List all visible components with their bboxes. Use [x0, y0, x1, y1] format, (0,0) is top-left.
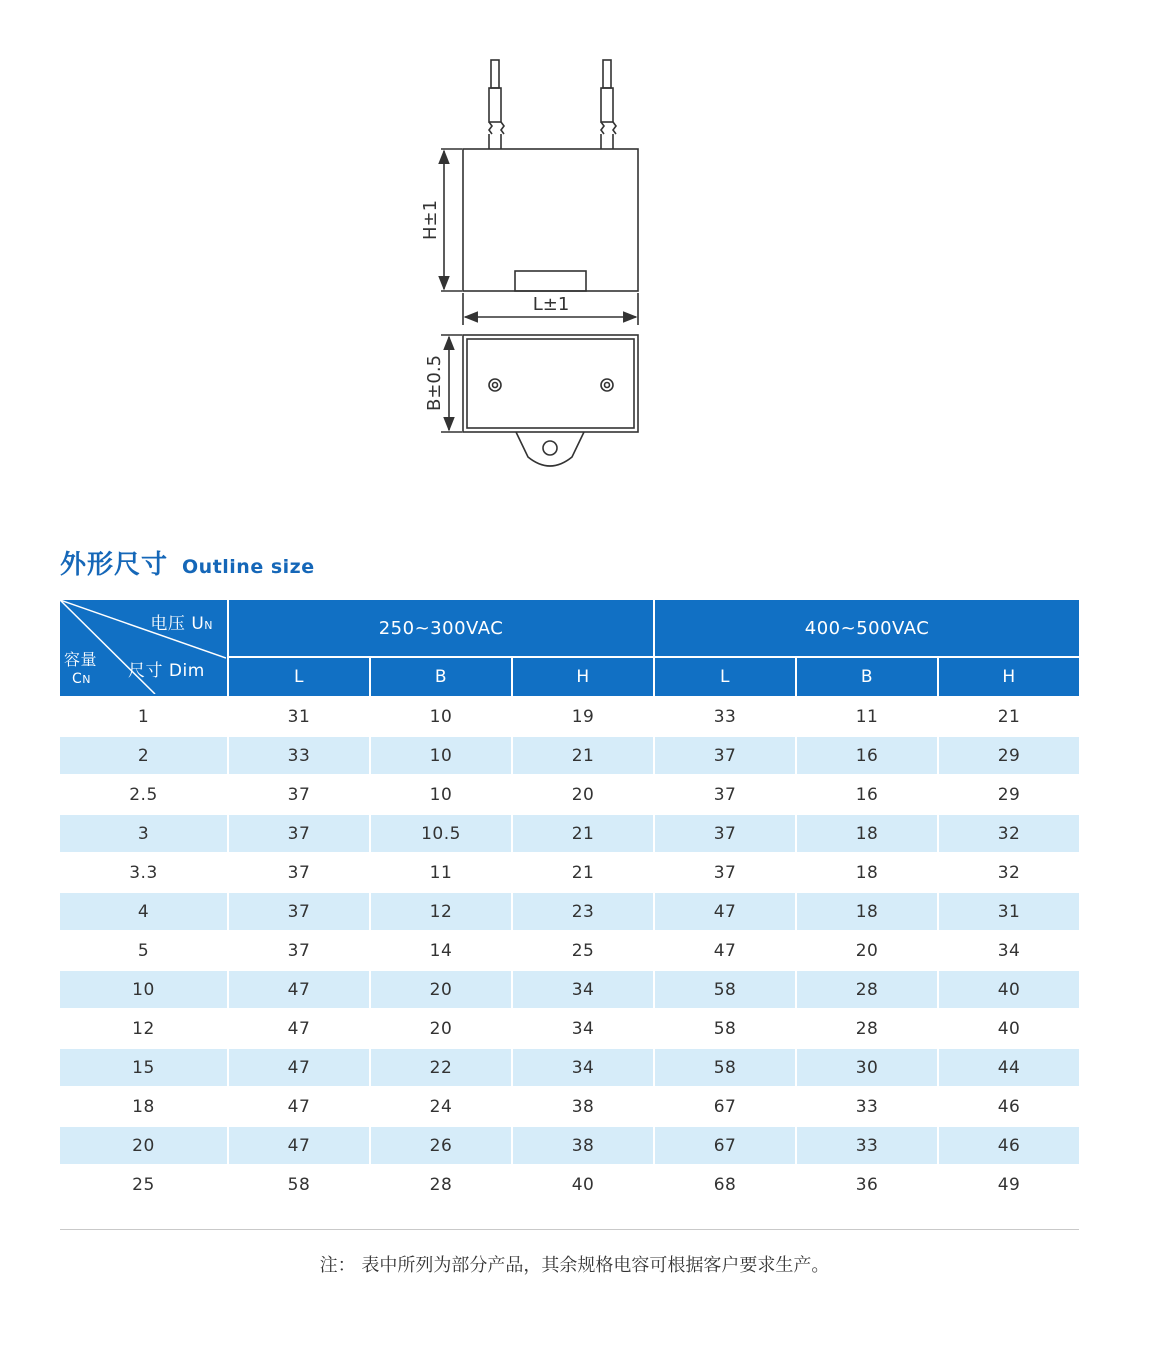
- dimension-cell: 47: [654, 931, 796, 970]
- dimension-cell: 44: [938, 1048, 1079, 1087]
- dimension-cell: 18: [796, 892, 938, 931]
- dimension-cell: 10: [370, 736, 512, 775]
- mounting-lug: [516, 432, 584, 466]
- capacity-cell: 15: [60, 1048, 228, 1087]
- dimension-cell: 68: [654, 1165, 796, 1203]
- voltage-group-header: 400~500VAC: [654, 600, 1079, 657]
- dimension-cell: 24: [370, 1087, 512, 1126]
- dimension-cell: 21: [938, 697, 1079, 736]
- dimension-cell: 18: [796, 814, 938, 853]
- dimension-cell: 28: [370, 1165, 512, 1203]
- dimension-cell: 21: [512, 736, 654, 775]
- dimension-cell: 23: [512, 892, 654, 931]
- dimension-cell: 37: [228, 853, 370, 892]
- dimension-cell: 16: [796, 775, 938, 814]
- dimension-cell: 33: [228, 736, 370, 775]
- dimension-cell: 40: [938, 1009, 1079, 1048]
- capacity-cell: 4: [60, 892, 228, 931]
- capacity-cell: 25: [60, 1165, 228, 1203]
- capacitor-outline-drawing: [400, 50, 680, 480]
- label-tab: [515, 271, 586, 291]
- dimension-cell: 32: [938, 853, 1079, 892]
- column-header: L: [228, 657, 370, 697]
- capacity-cell: 10: [60, 970, 228, 1009]
- dimension-cell: 40: [938, 970, 1079, 1009]
- width-dim-label: B±0.5: [424, 354, 445, 412]
- table-row: [60, 1009, 1079, 1048]
- column-header: H: [938, 657, 1079, 697]
- lead-wire-left: [489, 60, 504, 149]
- column-header: B: [796, 657, 938, 697]
- corner-capacity-label: 容量: [64, 650, 98, 669]
- corner-capacity-symbol: CN: [72, 671, 92, 687]
- column-header: B: [370, 657, 512, 697]
- dimension-cell: 37: [654, 775, 796, 814]
- capacity-cell: 12: [60, 1009, 228, 1048]
- dimension-cell: 47: [228, 970, 370, 1009]
- table-row: [60, 1087, 1079, 1126]
- dimension-cell: 47: [228, 1126, 370, 1165]
- dimension-cell: 33: [796, 1087, 938, 1126]
- table-row: [60, 736, 1079, 775]
- lead-wire-right: [601, 60, 616, 149]
- table-row: [60, 775, 1079, 814]
- dimension-cell: 25: [512, 931, 654, 970]
- corner-dim-label: 尺寸 Dim: [128, 661, 205, 681]
- dimension-cell: 34: [512, 1009, 654, 1048]
- dimension-cell: 32: [938, 814, 1079, 853]
- dimension-cell: 58: [654, 1009, 796, 1048]
- capacity-cell: 2: [60, 736, 228, 775]
- dimension-cell: 58: [654, 1048, 796, 1087]
- table-row: [60, 892, 1079, 931]
- dimension-cell: 36: [796, 1165, 938, 1203]
- table-corner-header: [60, 600, 228, 697]
- dimension-cell: 28: [796, 1009, 938, 1048]
- dimension-cell: 40: [512, 1165, 654, 1203]
- dimension-cell: 37: [228, 814, 370, 853]
- dimension-cell: 38: [512, 1126, 654, 1165]
- table-row: [60, 1126, 1079, 1165]
- corner-voltage-label: 电压 UN: [150, 614, 213, 634]
- dimension-cell: 47: [228, 1048, 370, 1087]
- length-dim-label: L±1: [532, 294, 570, 315]
- table-body: [60, 697, 1079, 1203]
- dimension-cell: 34: [512, 970, 654, 1009]
- capacity-cell: 3: [60, 814, 228, 853]
- dimension-cell: 47: [228, 1087, 370, 1126]
- dimension-cell: 21: [512, 814, 654, 853]
- dimension-cell: 67: [654, 1126, 796, 1165]
- dimension-cell: 22: [370, 1048, 512, 1087]
- dimension-cell: 38: [512, 1087, 654, 1126]
- dimension-cell: 46: [938, 1126, 1079, 1165]
- dimension-cell: 58: [228, 1165, 370, 1203]
- dimension-cell: 10.5: [370, 814, 512, 853]
- section-title: [60, 544, 315, 584]
- dimension-cell: 34: [938, 931, 1079, 970]
- capacity-cell: 3.3: [60, 853, 228, 892]
- table-row: [60, 931, 1079, 970]
- dimension-cell: 67: [654, 1087, 796, 1126]
- outline-size-table: [60, 600, 1079, 1203]
- capacity-cell: 1: [60, 697, 228, 736]
- dimension-cell: 18: [796, 853, 938, 892]
- footer-divider: [60, 1229, 1079, 1230]
- dimension-cell: 49: [938, 1165, 1079, 1203]
- capacity-cell: 20: [60, 1126, 228, 1165]
- dimension-cell: 29: [938, 736, 1079, 775]
- dimension-cell: 46: [938, 1087, 1079, 1126]
- dimension-cell: 33: [796, 1126, 938, 1165]
- section-title-zh: 外形尺寸: [60, 550, 169, 580]
- table-row: [60, 697, 1079, 736]
- dimension-cell: 30: [796, 1048, 938, 1087]
- dimension-cell: 26: [370, 1126, 512, 1165]
- table-row: [60, 970, 1079, 1009]
- table-row: [60, 1048, 1079, 1087]
- dimension-cell: 12: [370, 892, 512, 931]
- table-row: [60, 814, 1079, 853]
- dimension-cell: 47: [228, 1009, 370, 1048]
- dimension-cell: 11: [370, 853, 512, 892]
- dimension-cell: 37: [654, 736, 796, 775]
- voltage-group-header: 250~300VAC: [228, 600, 654, 657]
- dimension-cell: 20: [796, 931, 938, 970]
- capacity-cell: 18: [60, 1087, 228, 1126]
- dimension-cell: 29: [938, 775, 1079, 814]
- dimension-cell: 31: [938, 892, 1079, 931]
- column-header: H: [512, 657, 654, 697]
- table-row: [60, 1165, 1079, 1203]
- footer-note: 注： 表中所列为部分产品，其余规格电容可根据客户要求生产。: [319, 1255, 830, 1276]
- dimension-cell: 47: [654, 892, 796, 931]
- dimension-cell: 33: [654, 697, 796, 736]
- dimension-cell: 34: [512, 1048, 654, 1087]
- dimension-cell: 21: [512, 853, 654, 892]
- dimension-cell: 37: [654, 814, 796, 853]
- dimension-cell: 37: [228, 931, 370, 970]
- dimension-cell: 19: [512, 697, 654, 736]
- dimension-cell: 20: [370, 1009, 512, 1048]
- dimension-cell: 10: [370, 697, 512, 736]
- dimension-cell: 20: [370, 970, 512, 1009]
- section-title-en: Outline size: [182, 556, 315, 578]
- dimension-cell: 20: [512, 775, 654, 814]
- dimension-cell: 11: [796, 697, 938, 736]
- capacity-cell: 2.5: [60, 775, 228, 814]
- column-header: L: [654, 657, 796, 697]
- dimension-cell: 14: [370, 931, 512, 970]
- height-dim-label: H±1: [420, 199, 441, 241]
- dimension-cell: 58: [654, 970, 796, 1009]
- dimension-cell: 37: [228, 775, 370, 814]
- capacitor-body-front: [463, 149, 638, 291]
- capacity-cell: 5: [60, 931, 228, 970]
- dimension-cell: 31: [228, 697, 370, 736]
- table-row: [60, 853, 1079, 892]
- dimension-cell: 16: [796, 736, 938, 775]
- dimension-cell: 28: [796, 970, 938, 1009]
- dimension-cell: 37: [654, 853, 796, 892]
- dimension-cell: 37: [228, 892, 370, 931]
- dimension-cell: 10: [370, 775, 512, 814]
